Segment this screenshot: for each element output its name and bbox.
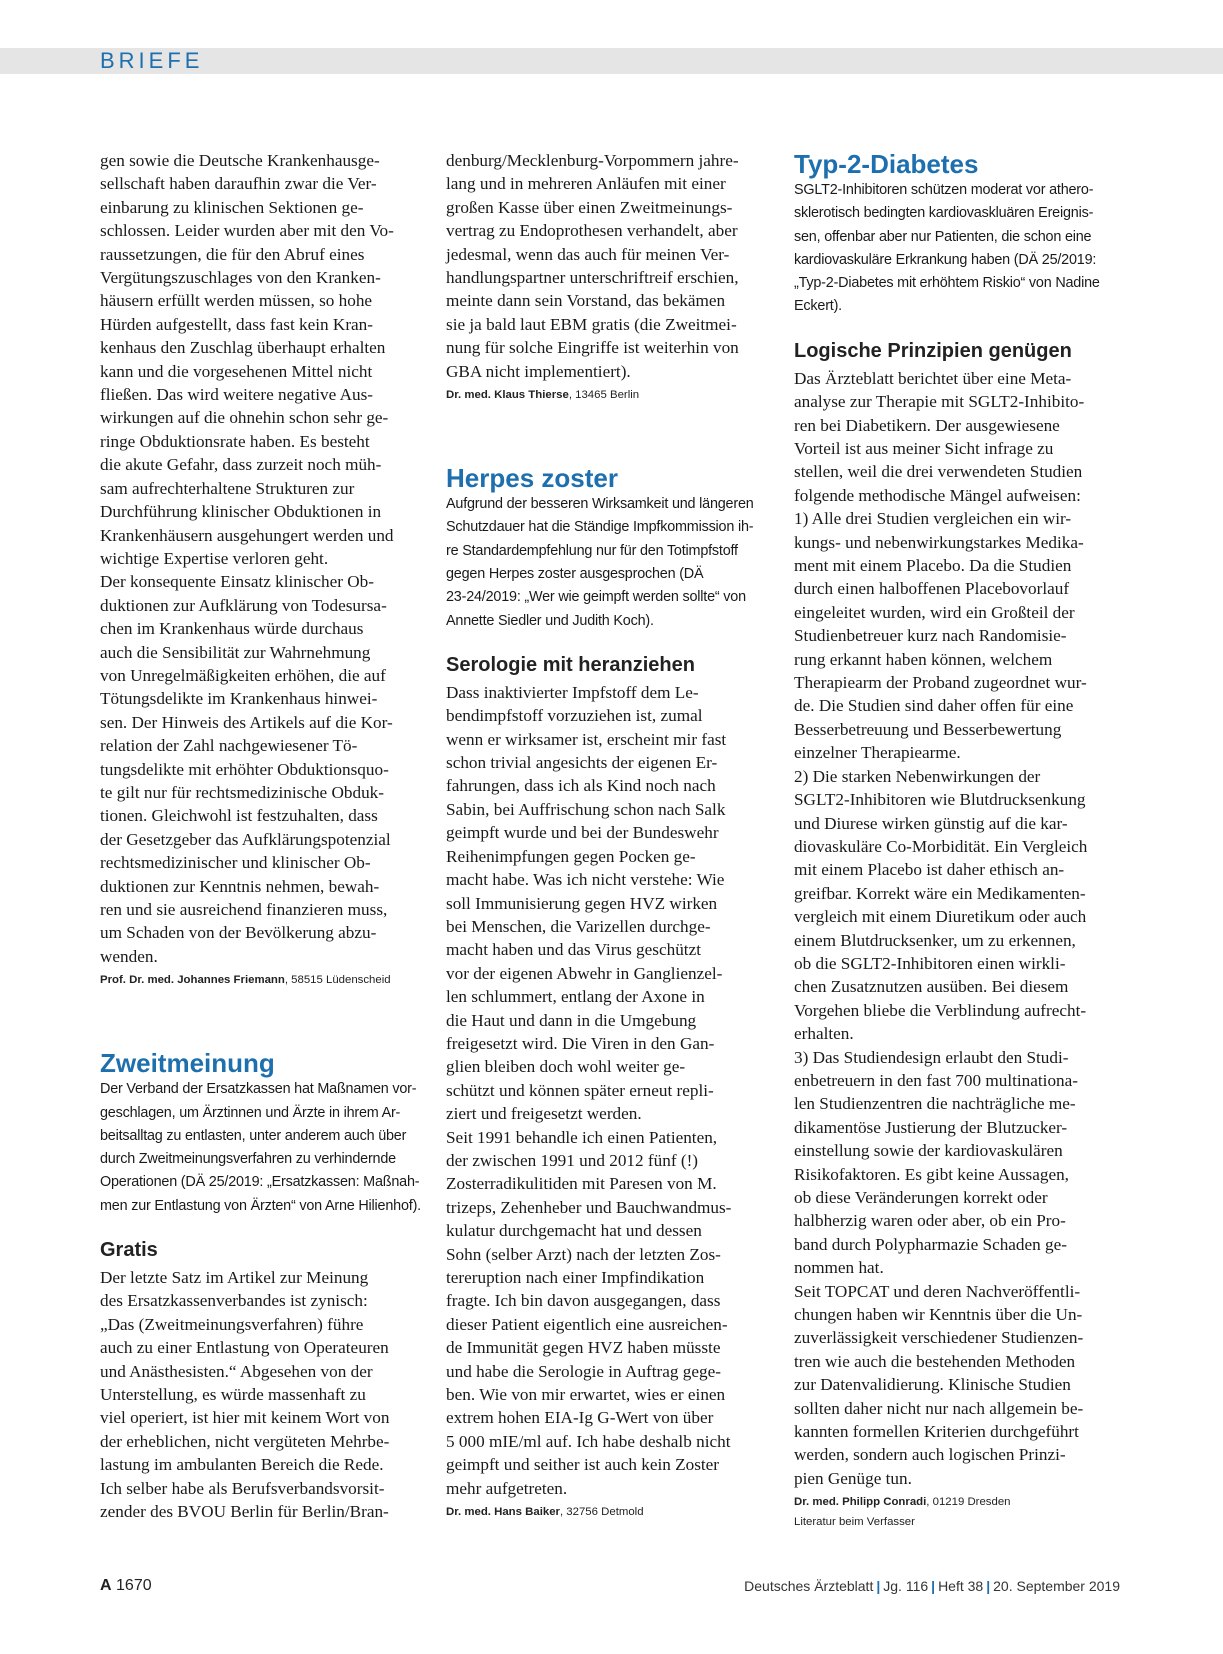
page-prefix: A <box>100 1577 112 1594</box>
letter-4-place: , 01219 Dresden <box>926 1496 1011 1509</box>
journal-volume: Jg. 116 <box>883 1578 929 1594</box>
letter-1-place: , 58515 Lüdenscheid <box>284 974 391 987</box>
letter-heading-serologie: Serologie mit heranziehen <box>446 653 695 676</box>
letter-2-body: Der letzte Satz im Artikel zur Meinung des Ersatzkassenverbandes ist zynisch: „Das (Zweitmeinungsverfahren) führe auch zu einer Entlastung von Operateuren und Anästhesisten.“ Abgesehen von der Unterstellung, es würde massenhaft zu viel operiert, ist hier mit keinem Wort von der erheblichen, nicht vergüteten Mehrbe- lastung im ambulanten Bereich die Rede. Ich selber habe als Berufsverbandsvorsit- zender des BVOU Berlin für Berlin/Bran- <box>100 1268 390 1522</box>
letter-4-note: Literatur beim Verfasser <box>794 1516 915 1529</box>
letter-1-body: gen sowie die Deutsche Krankenhausge- sellschaft haben daraufhin zwar die Ver- einbarung zu klinischen Sektionen ge- schlossen. Leider wurden aber mit den Vo- raussetzungen, die für den Abruf eines Vergütungszuschlages von den Kranken- häusern erfüllt werden müssen, so hohe Hürden aufgestellt, dass fast kein Kran- kenhaus den Zuschlag überhaupt erhalten kann und die vorgesehenen Mittel nicht fließen. Das wird weitere negative Aus- wirkungen auf die ohnehin schon sehr ge- ringe Obduktionsrate haben. Es besteht die akute Gefahr, dass zurzeit noch müh- sam aufrechterhaltene Strukturen zur Durchführung klinischer Obduktionen in Krankenhäusern ausgehungert werden und wichtige Expertise verloren geht. Der konsequente Einsatz klinischer Ob- duktionen zur Aufklärung von Todesursa- chen im Krankenhaus würde durchaus auch die Sensibilität zur Wahrnehmung von Unregelmäßigkeiten erhöhen, die auf Tötungsdelikte im Krankenhaus hinwei- sen. Der Hinweis des Artikels auf die Kor- relation der Zahl nachgewiesener Tö- tungsdelikte mit erhöhter Obduktionsquo- te gilt nur für rechtsmedizinische Obduk- tionen. Gleichwohl ist festzuhalten, dass der Gesetzgeber das Aufklärungspotenzial rechtsmedizinischer und klinischer Ob- duktionen zur Kenntnis nehmen, bewah- ren und sie ausreichend finanzieren muss, um Schaden von der Bevölkerung abzu- wenden. <box>100 151 394 966</box>
journal-citation <box>744 1578 1120 1594</box>
column-1 <box>100 149 430 1523</box>
letter-2-signature <box>446 387 776 403</box>
letter-heading-logische-prinzipien: Logische Prinzipien genügen <box>794 339 1072 362</box>
section-title-herpes-zoster: Herpes zoster <box>446 463 618 494</box>
letter-4-body: Das Ärzteblatt berichtet über eine Meta- analyse zur Therapie mit SGLT2-Inhibito- ren bei Diabetikern. Der ausgewiesene Vorteil ist aus meiner Sicht infrage zu stellen, weil die drei verwendeten Studien folgende methodische Mängel aufweisen: 1) Alle drei Studien vergleichen ein wir- kungs- und nebenwirkungstarkes Medika- ment mit einem Placebo. Da die Studien durch einen halboffenen Placebovorlauf eingeleitet wurden, wird ein Großteil der Studienbetreuer kurz nach Randomisie- rung erkannt haben können, welchem Therapiearm der Proband zugeordnet wur- de. Die Studien sind daher offen für eine Besserbetreuung und Besserbewertung einzelner Therapiearme. 2) Die starken Nebenwirkungen der SGLT2-Inhibitoren wie Blutdrucksenkung und Diurese wirken günstig auf die kar- diovaskuläre Co-Morbidität. Ein Vergleich mit einem Placebo ist daher ethisch an- greifbar. Korrekt wäre ein Medikamenten- vergleich mit einem Diuretikum oder auch einem Blutdrucksenker, um zu erkennen, ob die SGLT2-Inhibitoren einen wirkli- chen Zusatznutzen ausüben. Bei diesem Vorgehen bliebe die Verblindung aufrecht- erhalten. 3) Das Studiendesign erlaubt den Studi- enbetreuern in den fast 700 multinationa- len Studienzentren die nachträgliche me- dikamentöse Justierung der Blutzucker- einstellung sowie der kardiovaskulären Risikofaktoren. Es gibt keine Aussagen, ob diese Veränderungen korrekt oder halbherzig waren oder aber, ob ein Pro- band durch Polypharmazie Schaden ge- nommen hat. Seit TOPCAT und deren Nachveröffentli- chungen haben wir Kenntnis über die Un- zuverlässigkeit verschiedener Studienzen- tren wie auch die bestehenden Methoden zur Datenvalidierung. Klinische Studien sollten daher nicht nur nach allgemein be- kannten formellen Kriterien durchgeführt werden, sondern auch logischen Prinzi- pien Genüge tun. <box>794 368 1088 1488</box>
column-2 <box>446 149 776 1520</box>
section-label: BRIEFE <box>100 48 204 73</box>
letter-2-body-continued: denburg/Mecklenburg-Vorpommern jahre- lang und in mehreren Anläufen mit einer großen Kasse über einen Zweitmeinungs- vertrag zu Endoprothesen verhandelt, aber jedesmal, wenn das auch für meinen Ver- handlungspartner unterschriftreif erschien, meinte dann sein Vorstand, das bekämen sie ja bald laut EBM gratis (die Zweitmei- nung für solche Eingriffe ist weiterhin von GBA nicht implementiert). <box>446 151 739 381</box>
letter-3-signature <box>446 1504 776 1520</box>
separator: | <box>876 1578 881 1594</box>
section-title-typ-2-diabetes: Typ-2-Diabetes <box>794 149 979 179</box>
letter-1-signature <box>100 972 430 988</box>
page-number <box>100 1577 152 1595</box>
journal-date: 20. September 2019 <box>993 1578 1120 1594</box>
letter-2-place: , 13465 Berlin <box>568 389 640 402</box>
section-intro-zweitmeinung: Der Verband der Ersatzkassen hat Maßnamen vor- geschlagen, um Ärztinnen und Ärzte in ihrem Ar- beitsalltag zu entlasten, unter anderem auch über durch Zweitmeinungsverfahren zu verhindernde Operationen (DÄ 25/2019: „Ersatzkassen: Maßnah- men zur Entlastung von Ärzten“ von Arne Hilienhof). <box>100 1081 421 1214</box>
separator: | <box>986 1578 991 1594</box>
section-intro-typ-2-diabetes: SGLT2-Inhibitoren schützen moderat vor athero- sklerotisch bedingten kardiovaskluären Ereignis- sen, offenbar aber nur Patienten, die schon eine kardiovaskuläre Erkrankung haben (DÄ 25/2019: „Typ-2-Diabetes mit erhöhtem Riskio“ von Nadine Eckert). <box>794 182 1100 315</box>
journal-issue: Heft 38 <box>938 1578 984 1594</box>
letter-1-author: Prof. Dr. med. Johannes Friemann <box>100 974 285 987</box>
letter-4-author: Dr. med. Philipp Conradi <box>794 1496 927 1509</box>
letter-3-place: , 32756 Detmold <box>559 1506 644 1519</box>
section-title-zweitmeinung: Zweitmeinung <box>100 1048 275 1079</box>
separator: | <box>931 1578 936 1594</box>
page-number-value: 1670 <box>116 1577 152 1594</box>
letter-4-signature <box>794 1494 1124 1510</box>
journal-name: Deutsches Ärzteblatt <box>744 1578 874 1594</box>
column-3 <box>794 149 1124 1530</box>
letter-2-author: Dr. med. Klaus Thierse <box>446 389 569 402</box>
letter-heading-gratis: Gratis <box>100 1239 158 1261</box>
letter-3-author: Dr. med. Hans Baiker <box>446 1506 560 1519</box>
letter-3-body: Dass inaktivierter Impfstoff dem Le- bendimpfstoff vorzuziehen ist, zumal wenn er wirksamer ist, erscheint mir fast schon trivial angesichts der eigenen Er- fahrungen, dass ich als Kind noch nach Sabin, bei Auffrischung schon nach Salk geimpft wurde und bei der Bundeswehr Reihenimpfungen gegen Pocken ge- macht habe. Was ich nicht verstehe: Wie soll Immunisierung gegen HVZ wirken bei Menschen, die Varizellen durchge- macht haben und das Virus geschützt vor der eigenen Abwehr in Ganglienzel- len schlummert, entlang der Axone in die Haut und dann in die Umgebung freigesetzt wird. Die Viren in den Gan- glien bleiben doch wohl weiter ge- schützt und können später erneut repli- ziert und freigesetzt werden. Seit 1991 behandle ich einen Patienten, der zwischen 1991 und 2012 fünf (!) Zosterradikulitiden mit Paresen von M. trizeps, Zehenheber und Bauchwandmus- kulatur durchgemacht hat und dessen Sohn (selber Arzt) nach der letzten Zos- tereruption nach einer Impfindikation fragte. Ich bin davon ausgegangen, dass dieser Patient eigentlich eine ausreichen- de Immunität gegen HVZ haben müsste und habe die Serologie in Auftrag gege- ben. Wie von mir erwartet, wies er einen extrem hohen EIA-Ig G-Wert von über 5 000 mIE/ml auf. Ich habe deshalb nicht geimpft und seither ist auch kein Zoster mehr aufgetreten. <box>446 682 732 1498</box>
section-intro-herpes-zoster: Aufgrund der besseren Wirksamkeit und längeren Schutzdauer hat die Ständige Impfkommission ih- re Standardempfehlung nur für den Totimpfstoff gegen Herpes zoster ausgesprochen (DÄ 23-24/2019: „Wer wie geimpft werden sollte“ von Annette Siedler und Judith Koch). <box>446 496 754 629</box>
